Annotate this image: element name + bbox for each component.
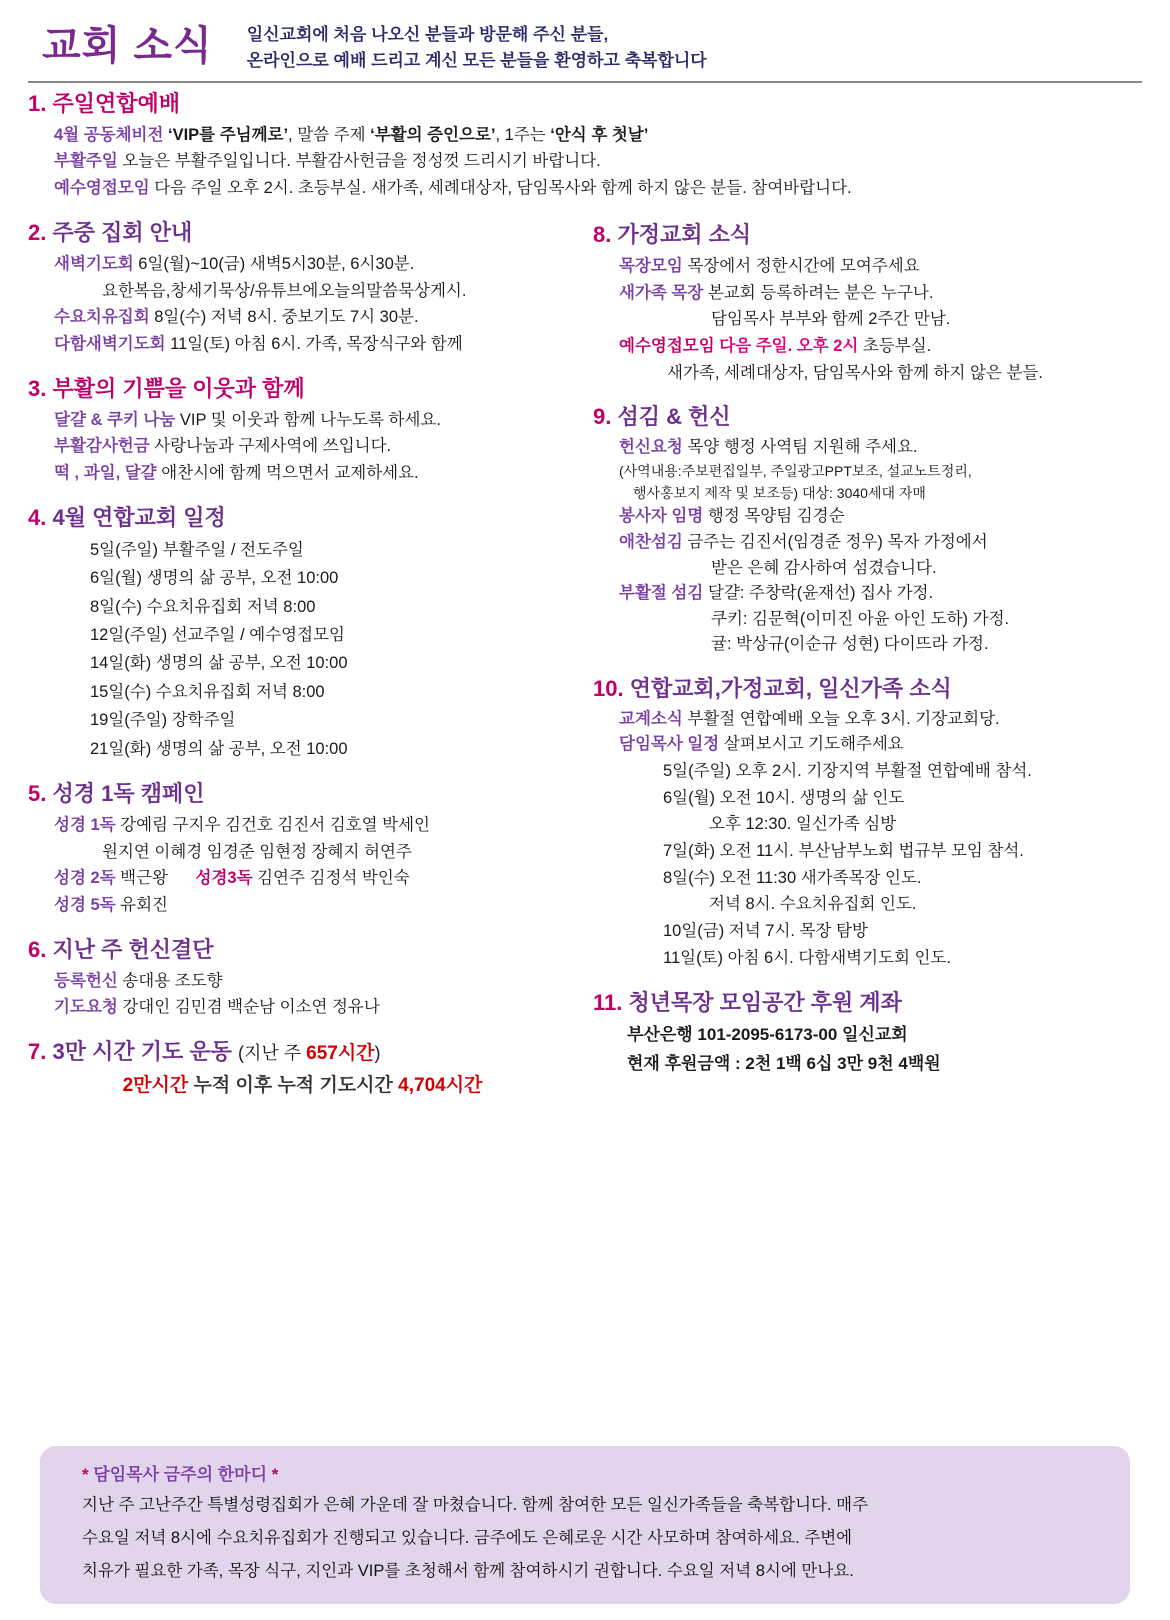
- list-item: 8일(수) 수요치유집회 저녁 8:00: [90, 597, 316, 616]
- pastor-schedule-list: [619, 758, 1142, 972]
- section-3-number: 3.: [28, 375, 47, 401]
- section-6-body: [28, 968, 577, 1021]
- list-item: 8일(수) 오전 11:30 새가족목장 인도.: [663, 868, 922, 887]
- wednesday-meeting-label: 수요치유집회: [54, 308, 150, 327]
- section-6-heading: [28, 933, 577, 964]
- welcome-meeting-place: 초등부실.: [862, 337, 932, 355]
- section-9-number: 9.: [593, 404, 612, 430]
- header-subtitle: [247, 22, 707, 75]
- appointment-text: 행정 목양팀 김경순: [707, 507, 845, 526]
- section-1-line-1: [54, 122, 1142, 149]
- header-divider: [28, 81, 1142, 83]
- section-8-number: 8.: [593, 221, 612, 247]
- wednesday-meeting-text: 8일(수) 저녁 8시. 중보기도 7시 30분.: [154, 308, 419, 327]
- star-icon-right: *: [271, 1465, 279, 1484]
- list-item: 11일(토) 아침 6시. 다함새벽기도회 인도.: [663, 948, 951, 967]
- together-dawn-label: 다함새벽기도회: [54, 335, 166, 353]
- pastor-note-title-text: 담임목사 금주의 한마디: [93, 1465, 268, 1484]
- section-5-title: 성경 1독 캠페인: [52, 780, 205, 806]
- dawn-prayer-text: 6일(월)~10(금) 새벽5시30분, 6시30분.: [138, 254, 415, 273]
- section-5-heading: [28, 777, 577, 808]
- registration-names: 송대용 조도향: [122, 971, 223, 990]
- pastor-note-box: [40, 1446, 1130, 1604]
- list-item: 12일(주일) 선교주일 / 예수영접모임: [90, 626, 345, 644]
- agape-service-line: [619, 530, 1142, 556]
- bible-2-names: 백근왕: [120, 869, 168, 888]
- vision-theme: ‘VIP를 주님께로’: [168, 125, 289, 144]
- section-9-heading: [593, 400, 1142, 431]
- section-house-church: [593, 218, 1142, 387]
- section-7-heading: [28, 1035, 577, 1066]
- section-10-body: [593, 707, 1142, 972]
- easter-label: 부활주일: [54, 152, 118, 171]
- list-item: 6일(월) 오전 10시. 생명의 삶 인도: [663, 788, 905, 807]
- bible-5-names: 유회진: [120, 896, 168, 915]
- week-theme: ‘안식 후 첫날’: [550, 125, 649, 144]
- list-item: 14일(화) 생명의 삶 공부, 오전 10:00: [90, 654, 348, 673]
- prayer-total-line: [28, 1070, 577, 1097]
- together-dawn-line: [54, 331, 577, 358]
- denomination-news-line: [619, 707, 1142, 733]
- volunteer-detail-2: 행사홍보지 제작 및 보조등) 대상: 3040세대 자매: [633, 484, 926, 501]
- bible-5-line: [54, 892, 577, 919]
- section-10-title: 연합교회,가정교회, 일신가족 소식: [629, 675, 952, 701]
- bible-2-label: 성경 2독: [54, 869, 116, 888]
- bible-1-names: 강예림 구지우 김건호 김진서 김호열 박세인: [120, 815, 430, 834]
- easter-service-cookie: 쿠키: 김문혁(이미진 아윤 아인 도하) 가정.: [711, 609, 1010, 628]
- section-11-heading: [593, 986, 1142, 1017]
- prayer-total-label-b: 누적 이후 누적 기도시간: [193, 1075, 393, 1097]
- food-label: 떡 , 과일, 달걀: [54, 464, 157, 483]
- section-6-number: 6.: [28, 936, 47, 962]
- section-9-body: [593, 435, 1142, 657]
- easter-offering-text: 사랑나눔과 구제사역에 쓰입니다.: [154, 437, 392, 456]
- section-bible-campaign: [28, 777, 577, 919]
- prayer-request-line: [54, 994, 577, 1021]
- sermon-theme: ‘부활의 증인으로’: [370, 125, 496, 144]
- section-1-line-2: [54, 148, 1142, 175]
- list-item: 7일(화) 오전 11시. 부산남부노회 법규부 모임 참석.: [663, 842, 1024, 861]
- list-item: 6일(월) 생명의 삶 공부, 오전 10:00: [90, 569, 339, 588]
- easter-service-tangerine: 귤: 박상규(이순규 성현) 다이뜨라 가정.: [711, 635, 989, 654]
- week-mid: , 1주는: [495, 125, 551, 144]
- welcome-meeting-line-2: [619, 333, 1142, 360]
- section-3-heading: [28, 372, 577, 403]
- page-header: [28, 0, 1142, 75]
- right-column: [593, 216, 1142, 1111]
- section-11-title: 청년목장 모임공간 후원 계좌: [628, 989, 902, 1015]
- section-prayer-movement: [28, 1035, 577, 1097]
- section-weekday-meetings: [28, 216, 577, 358]
- mokjang-meeting-line: [619, 253, 1142, 280]
- prayer-request-names: 강대인 김민겸 백순남 이소연 정유나: [122, 998, 380, 1017]
- prayer-last-week-open: (지난 주: [237, 1043, 307, 1064]
- together-dawn-text: 11일(토) 아침 6시. 가족, 목장식구와 함께: [170, 335, 463, 353]
- section-9-title: 섬김 & 헌신: [617, 404, 731, 430]
- food-line: [54, 460, 577, 487]
- appointment-label: 봉사자 임명: [619, 507, 704, 526]
- mokjang-meeting-label: 목장모임: [619, 256, 683, 275]
- wednesday-meeting-line: [54, 304, 577, 331]
- section-3-title: 부활의 기쁨을 이웃과 함께: [52, 375, 305, 401]
- section-1-title: 주일연합예배: [52, 90, 180, 116]
- bible-1-line: [54, 812, 577, 839]
- list-item: 오후 12:30. 일신가족 심방: [709, 815, 897, 834]
- dawn-prayer-note: 요한복음,창세기묵상/유튜브에오늘의말씀묵상게시.: [102, 281, 467, 300]
- section-1-heading: [28, 87, 1142, 118]
- list-item: 5일(주일) 부활주일 / 전도주일: [90, 540, 304, 559]
- header-subtitle-line1: 일신교회에 처음 나오신 분들과 방문해 주신 분들,: [246, 25, 609, 44]
- welcome-meeting-label-2: 예수영접모임: [619, 337, 715, 355]
- welcome-meeting-time: 다음 주일. 오후 2시: [719, 337, 859, 355]
- egg-cookie-label: 달걀 & 쿠키 나눔: [54, 410, 176, 429]
- vision-mid: , 말씀 주제: [288, 125, 371, 144]
- bible-1-label: 성경 1독: [54, 815, 116, 834]
- bible-1-names-cont: 원지연 이혜경 임경준 임현정 장혜지 허연주: [102, 842, 412, 861]
- section-2-heading: [28, 216, 577, 247]
- mokjang-meeting-text: 목장에서 정한시간에 모여주세요: [687, 256, 920, 275]
- section-donation-account: [593, 986, 1142, 1079]
- section-8-heading: [593, 218, 1142, 249]
- denomination-news-text: 부활절 연합예배 오늘 오후 3시. 기장교회당.: [687, 709, 1000, 728]
- section-church-news: [593, 672, 1142, 972]
- section-1-number: 1.: [28, 90, 47, 116]
- prayer-request-label: 기도요청: [54, 998, 118, 1017]
- bible-3-names: 김연주 김정석 박인숙: [257, 869, 410, 888]
- easter-service-egg: 달걀: 주창락(윤재선) 집사 가정.: [707, 584, 934, 603]
- easter-text: 오늘은 부활주일입니다. 부활감사헌금을 정성껏 드리시기 바랍니다.: [122, 152, 601, 171]
- pastor-note-body: [66, 1485, 1104, 1588]
- list-item: 15일(수) 수요치유집회 저녁 8:00: [90, 682, 325, 701]
- content-columns: [28, 216, 1142, 1111]
- denomination-news-label: 교계소식: [619, 709, 683, 728]
- easter-offering-label: 부활감사헌금: [54, 437, 150, 456]
- section-10-heading: [593, 672, 1142, 703]
- pastor-note-title: [66, 1460, 1104, 1485]
- prayer-total-label-a: 2만시간: [122, 1075, 189, 1097]
- easter-service-line: [619, 581, 1142, 607]
- new-family-mokjang-line: [619, 280, 1142, 307]
- star-icon-left: *: [82, 1465, 89, 1484]
- egg-cookie-text: VIP 및 이웃과 함께 나누도록 하세요.: [179, 410, 441, 429]
- section-2-title: 주중 집회 안내: [52, 219, 193, 245]
- pastor-schedule-text: 살펴보시고 기도해주세요: [723, 735, 904, 754]
- section-8-body: [593, 253, 1142, 387]
- registration-label: 등록헌신: [54, 971, 118, 990]
- volunteer-request-line: [619, 435, 1142, 461]
- list-item: 저녁 8시. 수요치유집회 인도.: [709, 895, 917, 914]
- dawn-prayer-line: [54, 251, 577, 278]
- welcome-meeting-label: 예수영접모임: [54, 179, 150, 198]
- food-text: 애찬시에 함께 먹으면서 교제하세요.: [161, 464, 419, 483]
- list-item: 5일(주일) 오후 2시. 기장지역 부활절 연합예배 참석.: [663, 761, 1032, 780]
- welcome-meeting-text: 다음 주일 오후 2시. 초등부실. 새가족, 세례대상자, 담임목사와 함께 하지 않은 분들. 참여바랍니다.: [154, 179, 852, 198]
- welcome-meeting-targets: 새가족, 세례대상자, 담임목사와 함께 하지 않은 분들.: [667, 363, 1043, 382]
- agape-service-text: 금주는 김진서(임경준 정우) 목자 가정에서: [687, 532, 988, 551]
- easter-service-label: 부활절 섬김: [619, 584, 704, 603]
- april-schedule-list: [28, 536, 577, 763]
- page-title: 교회 소식: [42, 24, 213, 68]
- section-8-title: 가정교회 소식: [617, 221, 752, 247]
- section-1-line-3: [54, 175, 1142, 202]
- list-item: 19일(주일) 장학주일: [90, 711, 236, 730]
- section-service-devotion: [593, 400, 1142, 657]
- section-4-heading: [28, 501, 577, 532]
- section-4-number: 4.: [28, 504, 47, 530]
- section-sunday-service: [28, 87, 1142, 202]
- section-april-schedule: [28, 501, 577, 763]
- section-easter-joy: [28, 372, 577, 487]
- section-3-body: [28, 407, 577, 487]
- section-6-title: 지난 주 헌신결단: [52, 936, 214, 962]
- section-2-body: [28, 251, 577, 358]
- section-10-number: 10.: [593, 675, 624, 701]
- account-balance: 현재 후원금액 : 2천 1백 6십 3만 9천 4백원: [627, 1053, 941, 1073]
- egg-cookie-line: [54, 407, 577, 434]
- bible-3-label: 성경3독: [195, 869, 253, 888]
- section-1-body: [28, 122, 1142, 202]
- section-11-number: 11.: [593, 989, 623, 1015]
- left-column: [28, 216, 577, 1111]
- section-4-title: 4월 연합교회 일정: [52, 504, 226, 530]
- pastor-note-line-3: 치유가 필요한 가족, 목장 식구, 지인과 VIP를 초청해서 함께 참여하시기 권합니다. 수요일 저녁 8시에 만나요.: [82, 1562, 854, 1580]
- section-7-title: 3만 시간 기도 운동: [52, 1039, 232, 1065]
- prayer-total-value: 4,704시간: [398, 1075, 483, 1097]
- new-family-mokjang-label: 새가족 목장: [619, 283, 704, 302]
- section-11-body: [593, 1021, 1142, 1079]
- volunteer-request-label: 헌신요청: [619, 438, 683, 457]
- appointment-line: [619, 504, 1142, 530]
- pastor-note-line-1: 지난 주 고난주간 특별성령집회가 은혜 가운데 잘 마쳤습니다. 함께 참여한 모든 일신가족들을 축복합니다. 매주: [82, 1496, 869, 1514]
- pastor-note-line-2: 수요일 저녁 8시에 수요치유집회가 진행되고 있습니다. 금주에도 은혜로운 시간 사모하며 참여하세요. 주변에: [82, 1529, 853, 1547]
- pastor-schedule-line: [619, 732, 1142, 758]
- section-7-number: 7.: [28, 1039, 47, 1065]
- section-5-body: [28, 812, 577, 919]
- agape-service-note: 받은 은혜 감사하여 섬겼습니다.: [711, 558, 937, 577]
- prayer-last-week-close: ): [374, 1043, 381, 1064]
- bible-2-3-line: [54, 865, 577, 892]
- header-subtitle-line2: 온라인으로 예배 드리고 계신 모든 분들을 환영하고 축복합니다: [246, 51, 707, 71]
- section-last-week-commitment: [28, 933, 577, 1021]
- agape-service-label: 애찬섬김: [619, 532, 683, 551]
- volunteer-detail-1: (사역내용:주보편집일부, 주일광고PPT보조, 설교노트정리,: [619, 463, 972, 479]
- prayer-last-week-hours: 657시간: [306, 1043, 375, 1065]
- vision-label: 4월 공동체비전: [54, 125, 164, 144]
- new-family-mokjang-text: 본교회 등록하려는 분은 누구나.: [707, 283, 934, 302]
- account-number: 부산은행 101-2095-6173-00 일신교회: [627, 1024, 908, 1044]
- easter-offering-line: [54, 433, 577, 460]
- dawn-prayer-label: 새벽기도회: [54, 254, 134, 273]
- new-family-mokjang-note: 담임목사 부부와 함께 2주간 만남.: [711, 310, 951, 329]
- registration-line: [54, 968, 577, 995]
- list-item: 10일(금) 저녁 7시. 목장 탐방: [663, 922, 868, 941]
- section-5-number: 5.: [28, 780, 47, 806]
- volunteer-request-text: 목양 행정 사역팀 지원해 주세요.: [687, 438, 918, 457]
- bible-5-label: 성경 5독: [54, 896, 116, 915]
- section-2-number: 2.: [28, 219, 47, 245]
- pastor-schedule-label: 담임목사 일정: [619, 735, 720, 754]
- list-item: 21일(화) 생명의 삶 공부, 오전 10:00: [90, 739, 348, 758]
